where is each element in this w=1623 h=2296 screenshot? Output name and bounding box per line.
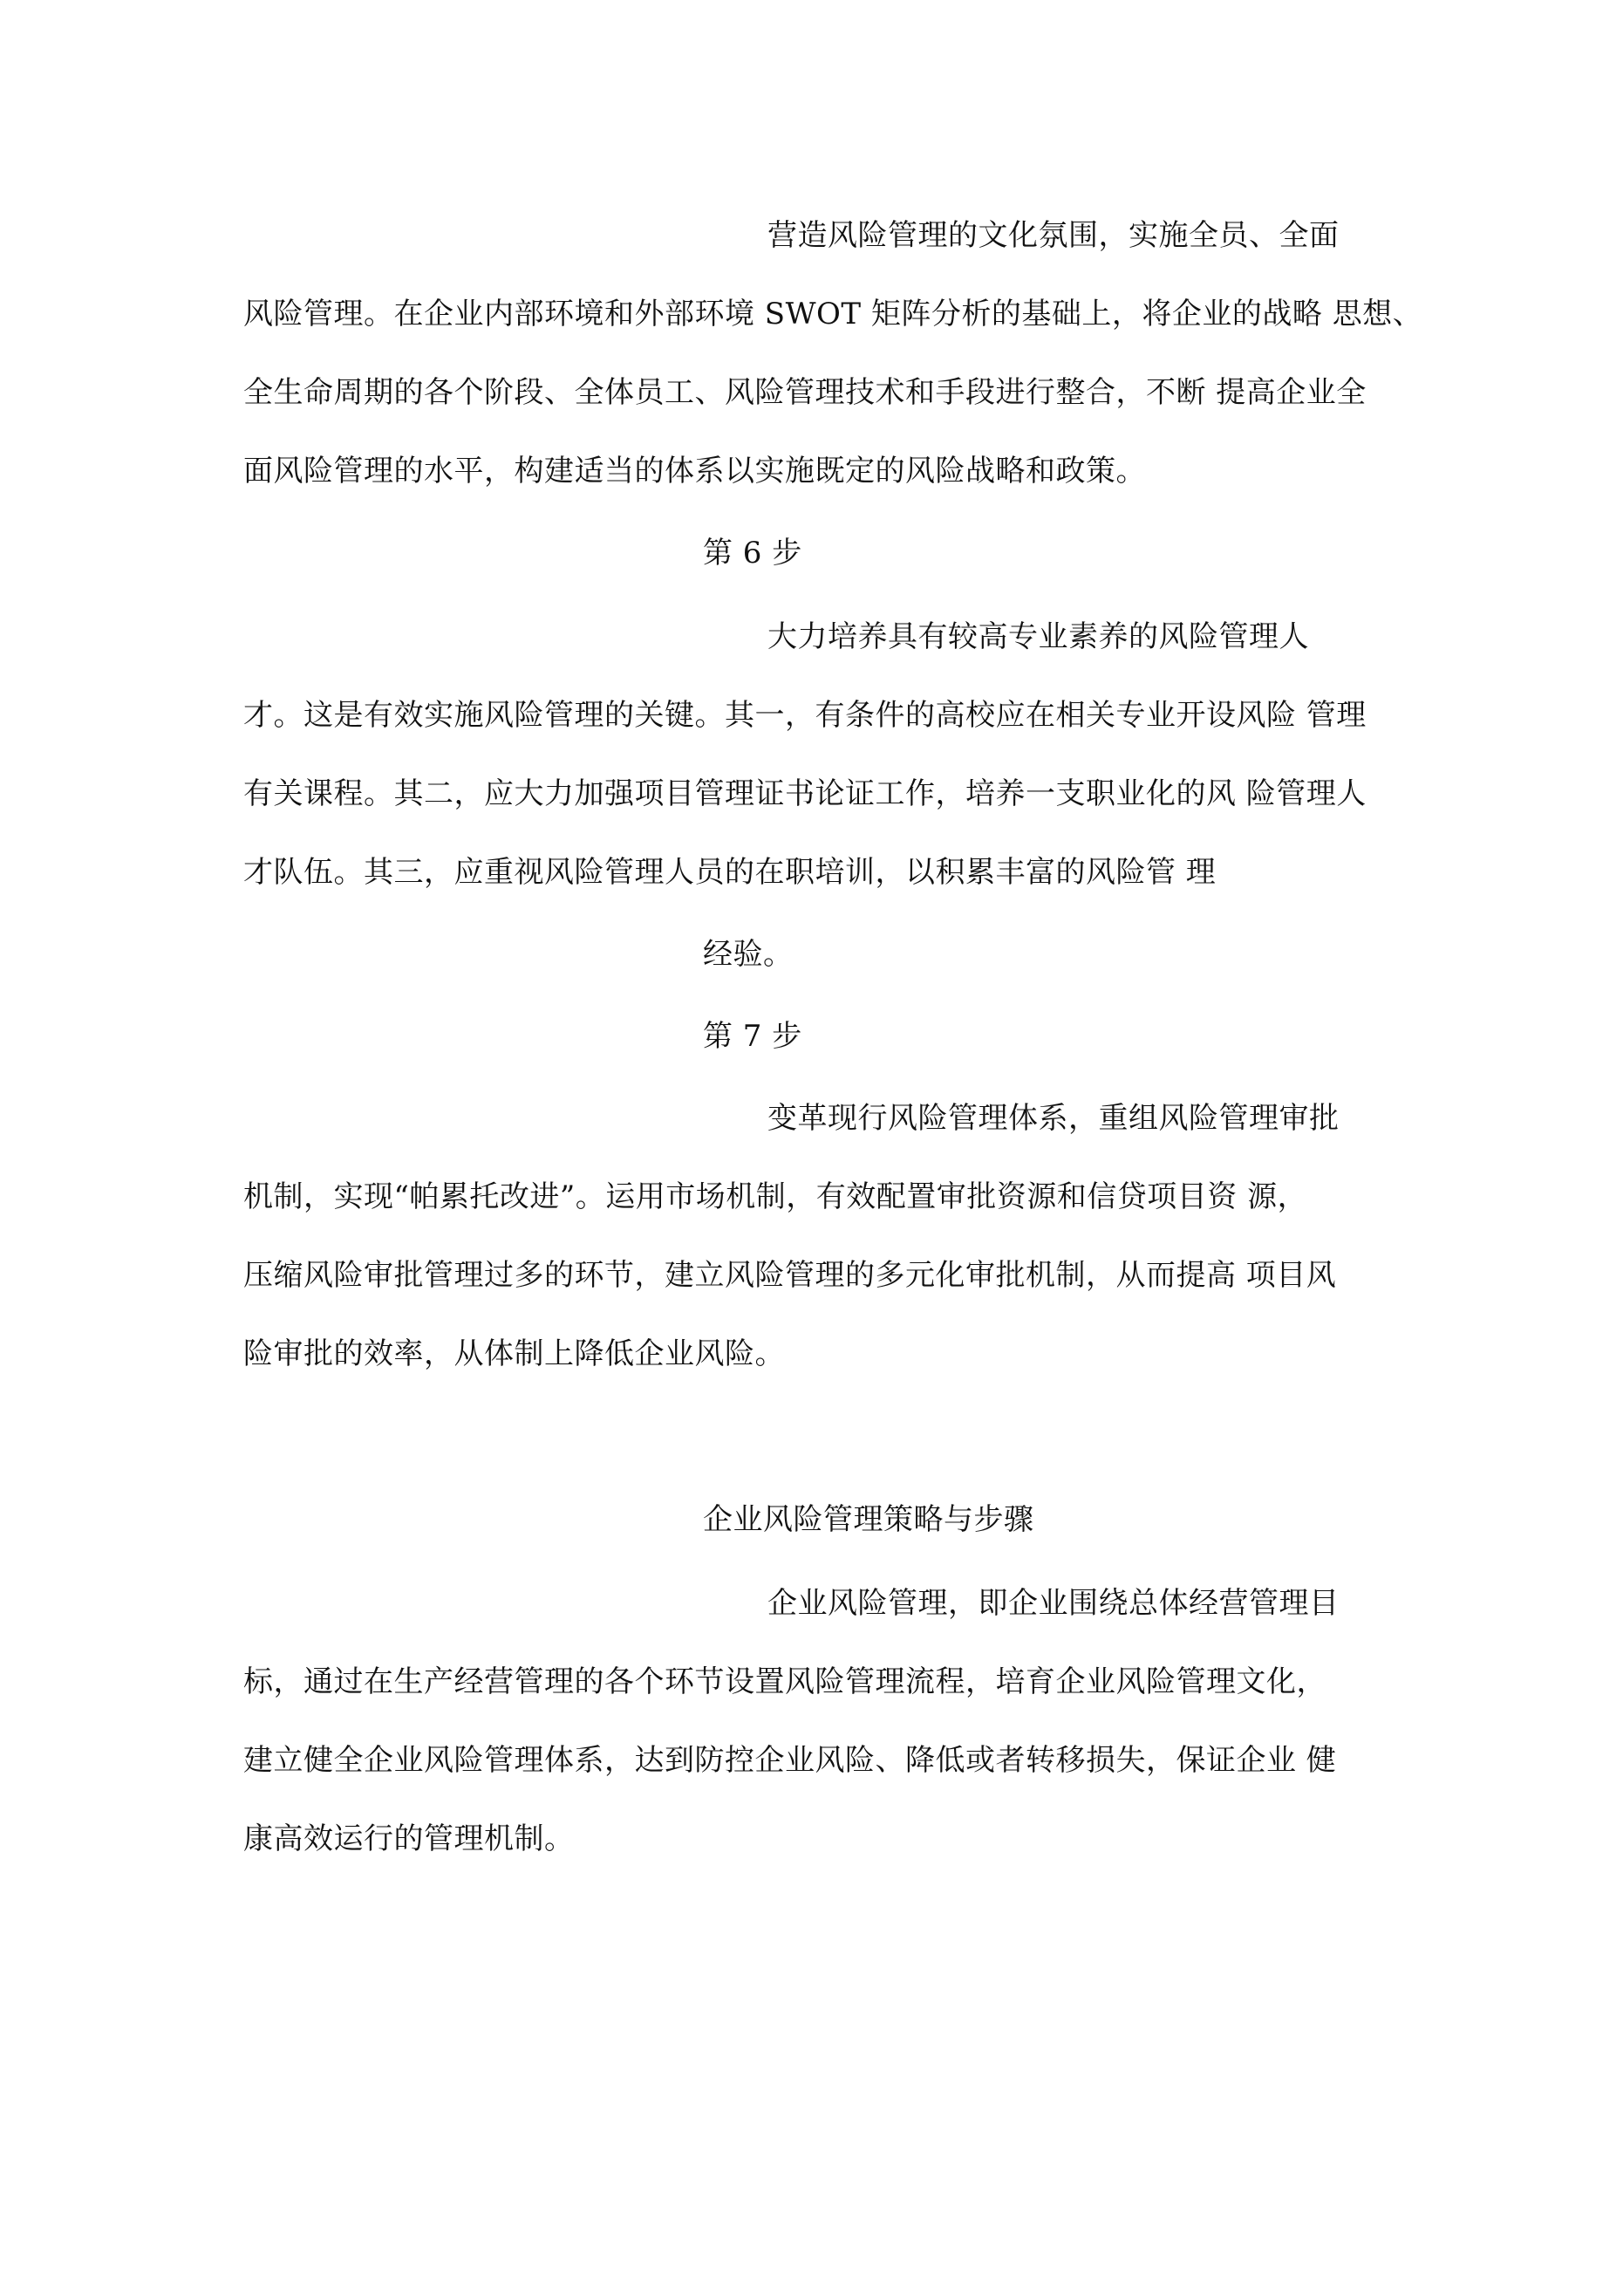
paragraph-3-line-3: 压缩风险审批管理过多的环节，建立风险管理的多元化审批机制，从而提高 项目风 bbox=[243, 1258, 1337, 1293]
section-title: 企业风险管理策略与步骤 bbox=[703, 1502, 1034, 1537]
paragraph-2-line-3: 有关课程。其二，应大力加强项目管理证书论证工作，培养一支职业化的风 险管理人 bbox=[243, 776, 1367, 811]
paragraph-2-line-5: 经验。 bbox=[703, 937, 794, 972]
paragraph-1-line-4: 面风险管理的水平，构建适当的体系以实施既定的风险战略和政策。 bbox=[243, 454, 1146, 489]
paragraph-4-line-4: 康高效运行的管理机制。 bbox=[243, 1821, 575, 1856]
paragraph-3-line-2: 机制，实现“帕累托改进”。运用市场机制，有效配置审批资源和信贷项目资 源， bbox=[243, 1179, 1308, 1214]
paragraph-1-line-1: 营造风险管理的文化氛围，实施全员、全面 bbox=[767, 218, 1340, 253]
step-7-heading: 第 7 步 bbox=[703, 1019, 802, 1054]
paragraph-2-line-4: 才队伍。其三，应重视风险管理人员的在职培训，以积累丰富的风险管 理 bbox=[243, 855, 1217, 890]
paragraph-1-line-3: 全生命周期的各个阶段、全体员工、风险管理技术和手段进行整合，不断 提高企业全 bbox=[243, 375, 1367, 410]
paragraph-4-line-2: 标，通过在生产经营管理的各个环节设置风险管理流程，培育企业风险管理文化， bbox=[243, 1664, 1326, 1699]
paragraph-3-line-1: 变革现行风险管理体系，重组风险管理审批 bbox=[767, 1101, 1340, 1136]
step-6-heading: 第 6 步 bbox=[703, 536, 802, 571]
paragraph-2-line-2: 才。这是有效实施风险管理的关键。其一，有条件的高校应在相关专业开设风险 管理 bbox=[243, 698, 1367, 733]
paragraph-4-line-3: 建立健全企业风险管理体系，达到防控企业风险、降低或者转移损失，保证企业 健 bbox=[243, 1743, 1337, 1778]
paragraph-1-line-2: 风险管理。在企业内部环境和外部环境 SWOT 矩阵分析的基础上，将企业的战略 思想、 bbox=[243, 297, 1423, 331]
paragraph-4-line-1: 企业风险管理，即企业围绕总体经营管理目 bbox=[767, 1586, 1340, 1621]
paragraph-3-line-4: 险审批的效率，从体制上降低企业风险。 bbox=[243, 1336, 785, 1371]
paragraph-2-line-1: 大力培养具有较高专业素养的风险管理人 bbox=[767, 619, 1309, 654]
